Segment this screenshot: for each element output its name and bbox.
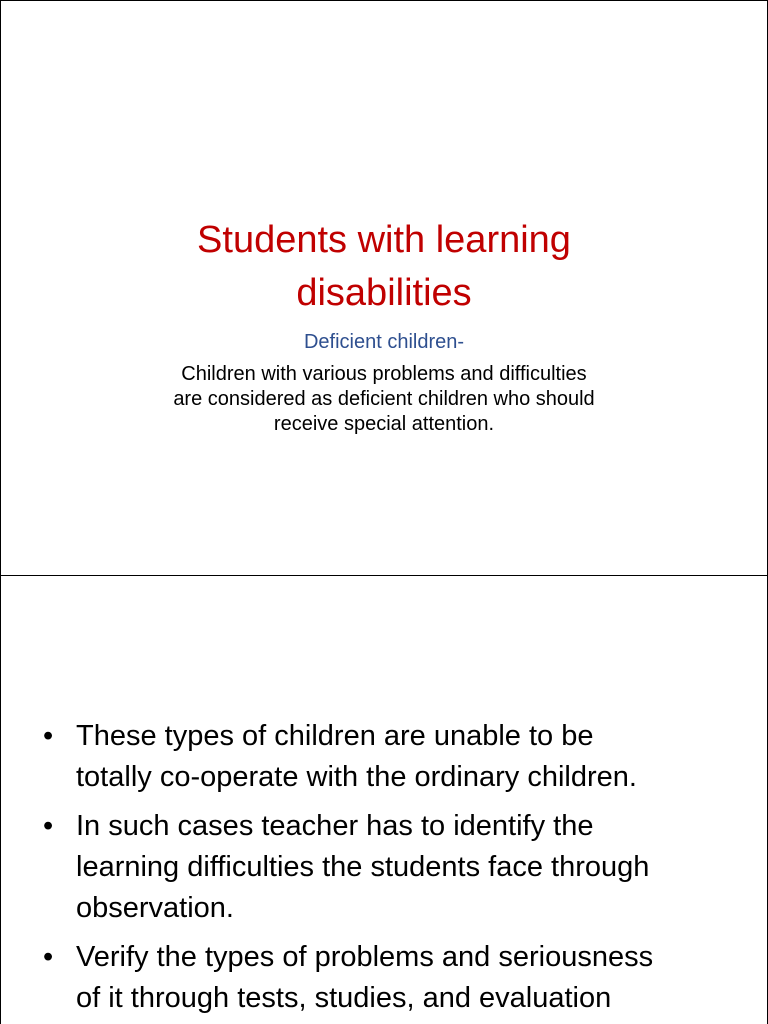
body-line-3: receive special attention. [273,413,495,435]
body-line-1: Children with various problems and difficulties [181,363,587,385]
slide-subtitle: Deficient children- [303,331,465,353]
bullet-item-2 [1,806,767,929]
bullet-3-line-1: Verify the types of problems and seriousness [76,941,654,973]
slide-2 [0,575,768,1024]
bullet-2-line-2: learning difficulties the students face through [76,851,650,883]
bullet-list [1,716,767,1024]
bullet-3-line-2: of it through tests, studies, and evaluation [76,982,612,1014]
bullet-1-line-2: totally co-operate with the ordinary children. [76,761,637,793]
bullet-marker: • [43,810,54,842]
bullet-2-line-3: observation. [76,892,234,924]
body-line-2: are considered as deficient children who should [173,388,595,410]
bullet-item-3 [1,937,767,1019]
slide-title-line-2: disabilities [296,272,472,315]
bullet-marker: • [43,720,54,752]
bullet-1-line-1: These types of children are unable to be [76,720,594,752]
slide-title [1,214,767,320]
bullet-marker: • [43,941,54,973]
bullet-2-line-1: In such cases teacher has to identify the [76,810,594,842]
slide-body-text [1,362,767,437]
bullet-item-1 [1,716,767,798]
slide-title-line-1: Students with learning [197,219,571,262]
